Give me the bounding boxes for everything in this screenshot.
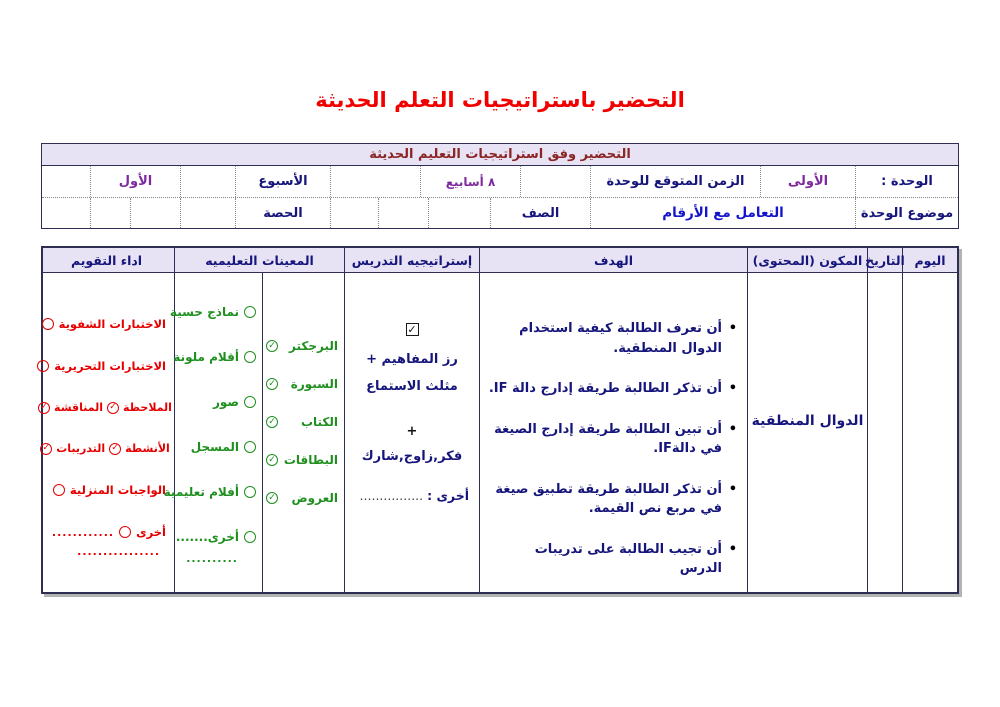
dotted-blank: ............ — [51, 525, 115, 539]
evaluation-label: أخرى — [136, 525, 166, 539]
evaluation-item-pair — [44, 401, 172, 414]
dotted-blank: ................ — [77, 545, 160, 558]
aid-item — [176, 440, 256, 454]
check-circle-icon — [109, 443, 121, 455]
aid-item — [266, 453, 338, 467]
component-value: الدوال المنطقية — [751, 413, 864, 429]
day-cell — [902, 273, 957, 592]
evaluation-cell — [39, 273, 174, 592]
week-value: الأول — [90, 166, 180, 197]
evaluation-item-pair — [44, 442, 170, 455]
evaluation-item — [44, 317, 166, 331]
aid-label: أقلام ملونة — [173, 350, 239, 364]
aid-item — [176, 395, 256, 409]
info-row-topic — [42, 197, 958, 228]
objective-item: • أن تجيب الطالبة على تدريبات الدرس — [488, 540, 737, 579]
aid-label: السبورة — [290, 377, 338, 391]
check-circle-icon — [266, 492, 278, 504]
duration-value: ٨ أسابيع — [420, 166, 520, 197]
unit-info-table — [41, 143, 959, 229]
checked-checkbox-icon — [406, 323, 419, 336]
col-header-day: اليوم — [902, 248, 957, 272]
dotted-cell — [330, 166, 420, 197]
col-header-strategy: إستراتيجيه التدريس — [344, 248, 479, 272]
table-header-row — [43, 248, 957, 273]
empty-circle-icon — [119, 526, 131, 538]
aid-item — [169, 305, 256, 319]
period-value-cell — [180, 198, 235, 228]
aid-label: صور — [212, 395, 239, 409]
check-circle-icon — [266, 340, 278, 352]
objective-item: • أن تذكر الطالبة طريقة تطبيق صيغة في مربع نص القيمة. — [488, 480, 737, 519]
evaluation-item-other — [44, 525, 166, 539]
aids-checked-column — [262, 273, 344, 592]
aid-item — [173, 350, 256, 364]
empty-circle-icon — [42, 318, 54, 330]
objectives-list — [488, 319, 737, 579]
empty-circle-icon — [244, 531, 256, 543]
evaluation-label: المناقشة — [54, 401, 103, 414]
strategy-other-label: أخرى : — [427, 488, 469, 503]
col-header-aids: المعينات التعليميه — [174, 248, 344, 272]
dotted-cell — [130, 198, 180, 228]
aids-cell — [163, 273, 344, 592]
aid-label: نماذج حسية — [169, 305, 239, 319]
evaluation-label: الاختبارات التحريرية — [54, 359, 166, 373]
dotted-cell — [40, 166, 90, 197]
dotted-blank: .......... — [186, 552, 238, 565]
aid-item — [266, 415, 338, 429]
week-label: الأسبوع — [235, 166, 330, 197]
empty-circle-icon — [53, 484, 65, 496]
col-header-date: التاريخ — [867, 248, 902, 272]
empty-circle-icon — [244, 351, 256, 363]
plus-sign: + — [406, 424, 418, 439]
topic-value: التعامل مع الأرقام — [590, 198, 855, 228]
objective-item: • أن تذكر الطالبة طريقة إدارج دالة IF. — [488, 379, 737, 399]
component-cell — [747, 273, 867, 592]
date-cell — [867, 273, 902, 592]
dotted-blank: ................ — [359, 488, 424, 503]
evaluation-label: الواجبات المنزلية — [69, 483, 166, 497]
dotted-cell — [378, 198, 428, 228]
dotted-cell — [520, 166, 590, 197]
evaluation-label: الاختبارات الشفوية — [58, 317, 166, 331]
aid-item — [266, 339, 338, 353]
check-circle-icon — [266, 454, 278, 466]
col-header-evaluation: اداء التقويم — [70, 252, 143, 268]
info-row-unit — [42, 166, 958, 197]
col-header-component: المكون (المحتوى) — [747, 248, 867, 272]
evaluation-item — [44, 359, 166, 373]
strategy-cell — [344, 273, 479, 592]
dotted-cell — [40, 198, 90, 228]
unit-label: الوحدة : — [855, 166, 958, 197]
dotted-cell — [180, 166, 235, 197]
strategy-line: فكر,زاوج,شارك — [361, 449, 463, 464]
aid-label: الكتاب — [300, 415, 338, 429]
lesson-plan-table — [41, 246, 959, 594]
aid-label: العروض — [291, 491, 338, 505]
check-circle-icon — [266, 416, 278, 428]
evaluation-item — [44, 483, 166, 497]
empty-circle-icon — [244, 396, 256, 408]
aid-item — [163, 485, 256, 499]
aid-item — [266, 377, 338, 391]
info-table-banner: التحضير وفق استراتيجيات التعليم الحديثة — [42, 144, 958, 166]
objective-item: • أن تعرف الطالبة كيفية استخدام الدوال المنطقية. — [488, 319, 737, 358]
evaluation-label: الأنشطة — [125, 442, 170, 455]
period-label: الحصة — [235, 198, 330, 228]
empty-circle-icon — [37, 360, 49, 372]
aid-other-label: أخرى....... — [175, 530, 239, 544]
duration-label: الزمن المتوقع للوحدة — [590, 166, 760, 197]
unit-value: الأولى — [760, 166, 855, 197]
empty-circle-icon — [244, 441, 256, 453]
dotted-cell — [330, 198, 378, 228]
aid-item-other — [176, 530, 256, 544]
dotted-cell — [90, 198, 130, 228]
check-circle-icon — [266, 378, 278, 390]
topic-label: موضوع الوحدة — [855, 198, 958, 228]
table-body-row — [43, 273, 957, 592]
aid-item — [266, 491, 338, 505]
grade-label: الصف — [490, 198, 590, 228]
evaluation-label: الملاحظة — [123, 401, 172, 414]
evaluation-label: التدريبات — [56, 442, 106, 455]
aid-label: المسجل — [190, 440, 239, 454]
grade-value-cell — [428, 198, 490, 228]
strategy-line: رز المفاهيم + — [366, 352, 458, 367]
strategy-other — [345, 488, 479, 503]
check-circle-icon — [40, 443, 52, 455]
page-title: التحضير باستراتيجيات التعلم الحديثة — [315, 88, 685, 112]
aid-label: البرجكتر — [289, 339, 338, 353]
check-circle-icon — [38, 402, 50, 414]
aid-label: البطاقات — [283, 453, 338, 467]
empty-circle-icon — [244, 486, 256, 498]
strategy-line: مثلث الاستماع — [366, 379, 458, 394]
objective-cell — [479, 273, 747, 592]
aid-label: أفلام تعليمية — [163, 485, 239, 499]
aids-unchecked-column — [163, 273, 262, 592]
col-header-objective: الهدف — [479, 248, 747, 272]
objective-item: • أن تبين الطالبة طريقة إدارج الصيغة في دالةIF. — [488, 420, 737, 459]
check-circle-icon — [107, 402, 119, 414]
empty-circle-icon — [244, 306, 256, 318]
